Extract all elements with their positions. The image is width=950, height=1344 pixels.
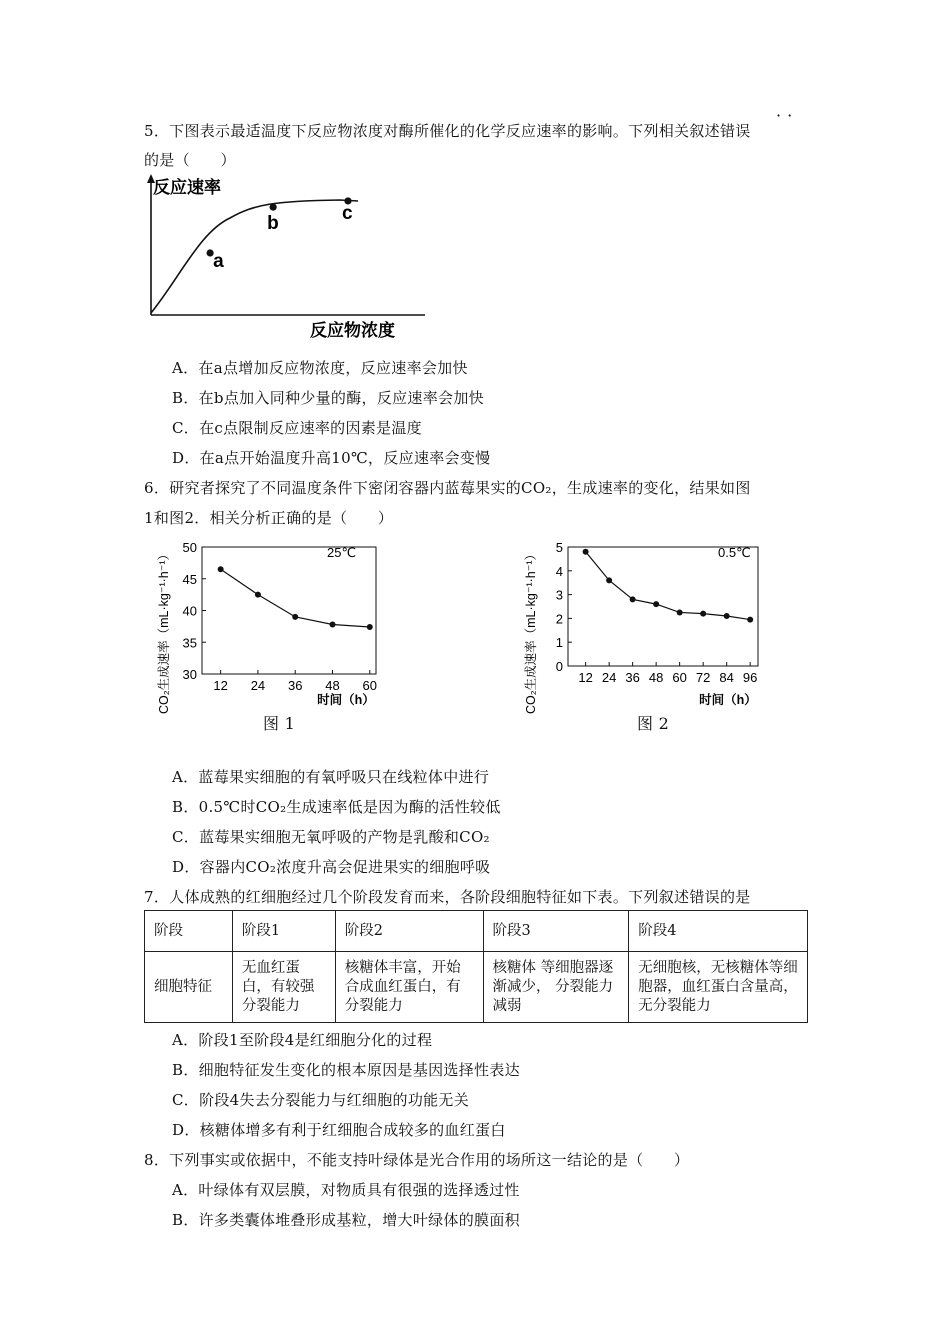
q7-option-c[interactable]: C．阶段4失去分裂能力与红细胞的功能无关 xyxy=(172,1091,470,1109)
q7-option-b[interactable]: B．细胞特征发生变化的根本原因是基因选择性表达 xyxy=(172,1061,520,1079)
table-header-cell: 阶段4 xyxy=(629,911,808,952)
table-header-cell: 阶段2 xyxy=(335,911,483,952)
stages-table xyxy=(144,910,808,1023)
x-tick-label: 12 xyxy=(578,670,593,685)
data-point xyxy=(700,611,706,617)
table-cell: 无血红蛋白，有较强分裂能力 xyxy=(232,952,335,1023)
table-header-cell: 阶段1 xyxy=(232,911,335,952)
q8-option-b[interactable]: B．许多类囊体堆叠形成基粒，增大叶绿体的膜面积 xyxy=(172,1211,520,1229)
q5-option-d[interactable]: D．在a点开始温度升高10℃，反应速率会变慢 xyxy=(172,449,491,467)
figure-1-chart xyxy=(150,538,400,738)
q5-option-c[interactable]: C．在c点限制反应速率的因素是温度 xyxy=(172,419,422,437)
y-tick-label: 45 xyxy=(182,571,197,587)
emphasis-dots: ·· xyxy=(776,106,799,125)
data-point xyxy=(747,617,753,623)
y-tick-label: 2 xyxy=(555,611,563,627)
q5-reaction-rate-chart xyxy=(140,172,430,344)
series-line xyxy=(586,552,751,620)
q5-stem-line2: 的是（ ） xyxy=(144,151,236,169)
q5-option-b[interactable]: B．在b点加入同种少量的酶，反应速率会加快 xyxy=(172,389,484,407)
q7-option-a[interactable]: A．阶段1至阶段4是红细胞分化的过程 xyxy=(172,1031,433,1049)
plot-frame xyxy=(202,547,376,674)
q6-option-d[interactable]: D．容器内CO₂浓度升高会促进果实的细胞呼吸 xyxy=(172,858,491,876)
table-header-cell: 阶段3 xyxy=(483,911,629,952)
y-tick-label: 40 xyxy=(182,603,197,619)
q7-option-d[interactable]: D．核糖体增多有利于红细胞合成较多的血红蛋白 xyxy=(172,1121,506,1139)
svg-text:CO₂生成速率（mL·kg⁻¹·h⁻¹）: CO₂生成速率（mL·kg⁻¹·h⁻¹） xyxy=(524,548,538,714)
x-tick-label: 12 xyxy=(213,678,228,693)
x-tick-label: 48 xyxy=(325,678,340,693)
table-cell: 核糖体丰富，开始合成血红蛋白，有分裂能力 xyxy=(335,952,483,1023)
x-tick-label: 60 xyxy=(672,670,687,685)
x-tick-label: 36 xyxy=(287,678,303,693)
q8-option-a[interactable]: A．叶绿体有双层膜，对物质具有很强的选择透过性 xyxy=(172,1181,520,1199)
x-tick-label: 60 xyxy=(362,678,378,693)
data-point xyxy=(367,624,373,630)
q7-stem: 7．人体成熟的红细胞经过几个阶段发育而来，各阶段细胞特征如下表。下列叙述错误的是 xyxy=(144,888,751,906)
table-row xyxy=(145,952,808,1023)
figure-1-caption: 图 1 xyxy=(263,714,296,733)
data-point xyxy=(292,614,298,620)
table-header-cell: 阶段 xyxy=(145,911,233,952)
rate-curve xyxy=(151,200,358,313)
x-tick-label: 96 xyxy=(742,670,758,685)
y-tick-label: 35 xyxy=(182,635,197,651)
y-tick-label: 5 xyxy=(555,540,563,555)
data-point xyxy=(218,566,224,572)
q6-option-b[interactable]: B．0.5℃时CO₂生成速率低是因为酶的活性较低 xyxy=(172,798,501,816)
data-point xyxy=(255,592,261,598)
q8-stem: 8．下列事实或依据中，不能支持叶绿体是光合作用的场所这一结论的是（ ） xyxy=(144,1151,690,1169)
x-axis-label: 反应物浓度 xyxy=(310,321,395,340)
data-point xyxy=(583,549,589,555)
table-cell: 无细胞核，无核糖体等细胞器，血红蛋白含量高，无分裂能力 xyxy=(629,952,808,1023)
x-tick-label: 24 xyxy=(601,670,617,685)
y-tick-label: 0 xyxy=(555,659,563,674)
y-tick-label: 3 xyxy=(555,587,563,603)
figure-2-x-axis-title: 时间（h） xyxy=(699,693,757,707)
figure-1-y-axis-title xyxy=(156,548,171,714)
data-point xyxy=(653,601,659,607)
data-point xyxy=(630,596,636,602)
figure-2-caption: 图 2 xyxy=(637,714,670,733)
table-header-row xyxy=(145,911,808,952)
q6-option-a[interactable]: A．蓝莓果实细胞的有氧呼吸只在线粒体中进行 xyxy=(172,768,490,786)
figure-2-chart xyxy=(518,538,778,738)
y-tick-label: 1 xyxy=(555,635,563,651)
q6-stem-line2: 1和图2．相关分析正确的是（ ） xyxy=(144,509,394,527)
q6-stem-line1: 6．研究者探究了不同温度条件下密闭容器内蓝莓果实的CO₂，生成速率的变化，结果如图 xyxy=(144,479,751,497)
q6-option-c[interactable]: C．蓝莓果实细胞无氧呼吸的产物是乳酸和CO₂ xyxy=(172,828,490,846)
figure-1-x-axis-title: 时间（h） xyxy=(317,693,375,707)
figure-1-temperature: 25℃ xyxy=(327,545,357,560)
data-point xyxy=(606,577,612,583)
y-tick-label: 30 xyxy=(182,667,197,682)
data-point xyxy=(724,613,730,619)
figure-2-y-axis-title xyxy=(523,548,538,714)
row-label-cell: 细胞特征 xyxy=(145,952,233,1023)
x-tick-label: 84 xyxy=(719,670,734,685)
x-tick-label: 48 xyxy=(648,670,664,685)
y-tick-label: 50 xyxy=(182,540,197,555)
figure-2-temperature: 0.5℃ xyxy=(718,545,751,560)
x-tick-label: 24 xyxy=(250,678,266,693)
y-axis-label: 反应速率 xyxy=(153,178,221,197)
y-tick-label: 4 xyxy=(555,563,563,579)
point-b xyxy=(270,204,277,211)
x-tick-label: 36 xyxy=(625,670,640,685)
x-tick-label: 72 xyxy=(695,670,711,685)
point-label-c: c xyxy=(342,202,353,224)
q5-option-a[interactable]: A．在a点增加反应物浓度，反应速率会加快 xyxy=(172,359,468,377)
svg-text:CO₂生成速率（mL·kg⁻¹·h⁻¹）: CO₂生成速率（mL·kg⁻¹·h⁻¹） xyxy=(157,548,171,714)
point-label-a: a xyxy=(213,251,224,272)
table-cell: 核糖体 等细胞器逐渐减少， 分裂能力减弱 xyxy=(483,952,629,1023)
data-point xyxy=(677,609,683,615)
q5-stem-line1: 5．下图表示最适温度下反应物浓度对酶所催化的化学反应速率的影响。下列相关叙述错误 xyxy=(144,122,751,140)
point-label-b: b xyxy=(267,213,279,235)
data-point xyxy=(330,621,336,627)
